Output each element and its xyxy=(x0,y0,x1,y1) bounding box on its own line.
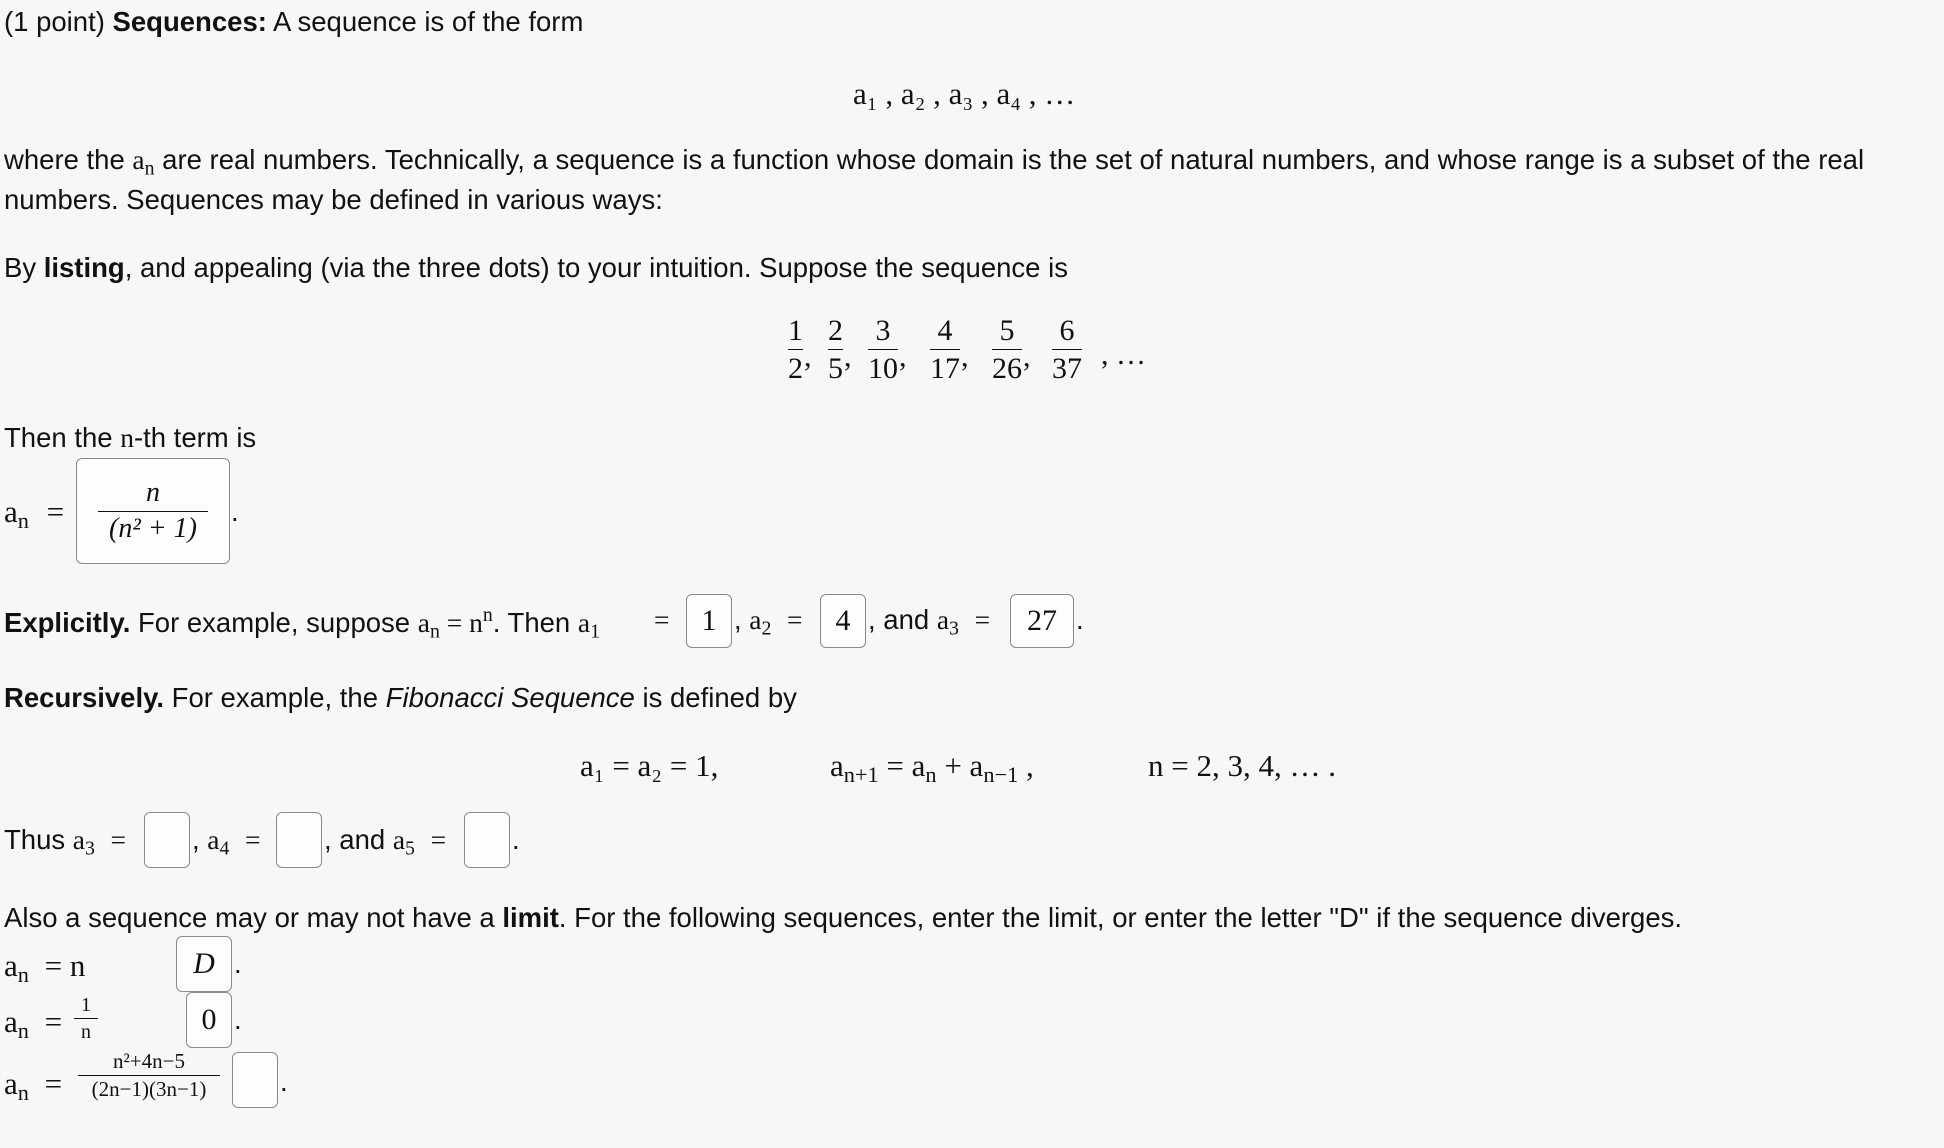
limit-text-b: . For the following sequences, enter the limit, or enter the letter "D" if the sequence diverges. xyxy=(558,902,1683,933)
sequence-fraction-numerator: 2 xyxy=(828,314,843,347)
listing-line xyxy=(4,252,1068,284)
sequence-comma: , xyxy=(899,340,907,373)
fib-a3-answer-box[interactable] xyxy=(144,812,190,868)
fraction-ellipsis: , … xyxy=(1101,338,1146,371)
limit-row-3-fraction xyxy=(78,1050,220,1101)
limit-row-2-denominator: n xyxy=(81,1021,91,1043)
limit-row-2-lhs: $a_n$ = xyxy=(4,1004,63,1044)
limit-row-2-answer-box[interactable]: 0 xyxy=(186,992,232,1048)
a2-label: , $a_2$ = xyxy=(734,604,803,640)
sequence-fraction-denominator: 5 xyxy=(828,352,843,385)
fib-range: n = 2, 3, 4, … . xyxy=(1148,748,1336,783)
recursive-bold: Recursively. xyxy=(4,682,165,713)
a1-equals: = xyxy=(654,604,670,635)
intro-text: A sequence is of the form xyxy=(273,6,584,37)
nth-term-answer-box[interactable] xyxy=(76,458,230,564)
listing-bold: listing xyxy=(43,252,125,283)
fib-initial-condition: a₁ = a₂ = 1, xyxy=(580,748,719,783)
limit-row-2-fraction xyxy=(74,994,98,1043)
definition-text-a: where the xyxy=(4,144,125,175)
limit-row-1-period: . xyxy=(234,948,242,979)
limit-row-1-answer-box[interactable]: D xyxy=(176,936,232,992)
a2-answer-box[interactable]: 4 xyxy=(820,594,866,648)
limit-text-a: Also a sequence may or may not have a xyxy=(4,902,495,933)
fib-a5-answer-box[interactable] xyxy=(464,812,510,868)
sequence-fraction xyxy=(868,314,898,385)
sequence-fraction-denominator: 26 xyxy=(992,352,1022,385)
sequence-comma: , xyxy=(804,340,812,373)
sequence-fraction-denominator: 2 xyxy=(788,352,803,385)
limit-row-2-numerator: 1 xyxy=(81,994,91,1016)
sequence-fraction-denominator: 37 xyxy=(1052,352,1082,385)
limit-row-1-expr: $a_n = n$ xyxy=(4,948,86,988)
sequence-fraction-denominator: 17 xyxy=(930,352,960,385)
fib-a5-label: , and $a_5$ = xyxy=(324,824,447,860)
sequence-comma: , xyxy=(1023,340,1031,373)
explicit-text-a: For example, suppose xyxy=(137,606,411,638)
fib-a4-label: , $a_4$ = xyxy=(192,824,261,860)
sequence-display: a₁ , a₂ , a₃ , a₄ , … xyxy=(853,76,1076,111)
explicit-line xyxy=(4,604,600,643)
a3-label: , and $a_3$ = xyxy=(868,604,991,640)
fib-recurrence: $a_{n+1} = a_n + a_{n-1}$ , xyxy=(830,748,1034,788)
sequence-fraction xyxy=(828,314,843,385)
limit-line xyxy=(4,902,1682,934)
sequence-comma: , xyxy=(961,340,969,373)
limit-row-3-answer-box[interactable] xyxy=(232,1052,278,1108)
sequence-fraction-numerator: 3 xyxy=(875,314,891,347)
limit-row-3-lhs: $a_n$ = xyxy=(4,1066,63,1106)
point-label: (1 point) xyxy=(4,6,105,37)
limit-row-3-numerator: n²+4n−5 xyxy=(113,1049,185,1073)
limit-row-3-denominator: (2n−1)(3n−1) xyxy=(91,1077,207,1102)
nth-text-b: -th term is xyxy=(133,422,257,453)
fib-a3-label: Thus $a_3$ = xyxy=(4,824,127,860)
limit-row-2-period: . xyxy=(234,1004,242,1035)
nth-term-denominator: (n² + 1) xyxy=(109,512,197,544)
an-symbol: $a_n$ xyxy=(132,144,155,180)
explicit-period: . xyxy=(1076,604,1084,635)
recursive-line xyxy=(4,682,797,714)
nth-term-numerator: n xyxy=(146,476,160,508)
problem-intro xyxy=(4,6,583,38)
definition-text-b: are real numbers. Technically, a sequence is a function whose domain is the set of natural numbers, and whose range is a subset of the real xyxy=(162,144,1865,175)
sequence-fraction-denominator: 10 xyxy=(868,352,898,385)
sequence-fraction xyxy=(992,314,1022,385)
recursive-text-b: is defined by xyxy=(642,682,797,713)
nth-term-fraction xyxy=(98,478,208,545)
problem-heading: Sequences: xyxy=(112,6,267,37)
sequence-fraction xyxy=(788,314,803,385)
sequence-fraction-numerator: 5 xyxy=(999,314,1015,347)
sequence-comma: , xyxy=(844,340,852,373)
listing-text: , and appealing (via the three dots) to your intuition. Suppose the sequence is xyxy=(124,252,1068,283)
explicit-bold: Explicitly. xyxy=(4,606,131,638)
sequence-fraction-numerator: 1 xyxy=(788,314,803,347)
definition-line-2: numbers. Sequences may be defined in various ways: xyxy=(4,184,663,215)
explicit-text-b: . Then xyxy=(492,606,571,638)
recursive-text-a: For example, the xyxy=(171,682,379,713)
sequence-fraction-numerator: 6 xyxy=(1059,314,1075,347)
fib-a4-answer-box[interactable] xyxy=(276,812,322,868)
sequence-fraction xyxy=(930,314,960,385)
limit-bold: limit xyxy=(502,902,559,933)
fibonacci-italic: Fibonacci Sequence xyxy=(385,682,635,713)
explicit-formula: $a_n = n^n$ xyxy=(417,604,493,643)
nth-n: n xyxy=(120,422,134,453)
nth-term-label xyxy=(4,422,256,454)
nth-term-period: . xyxy=(231,496,239,527)
nth-text-a: Then the xyxy=(4,422,113,453)
sequence-fraction-numerator: 4 xyxy=(937,314,953,347)
listing-prefix: By xyxy=(4,252,37,283)
sequence-fraction xyxy=(1052,314,1082,385)
a1-answer-box[interactable]: 1 xyxy=(686,594,732,648)
limit-row-3-period: . xyxy=(280,1066,288,1097)
a1-label: $a_1$ xyxy=(577,606,600,643)
definition-line-1 xyxy=(4,144,1864,181)
a3-answer-box[interactable]: 27 xyxy=(1010,594,1074,648)
fib-period: . xyxy=(512,824,520,855)
an-label-nth: $a_n$ = xyxy=(4,494,65,534)
